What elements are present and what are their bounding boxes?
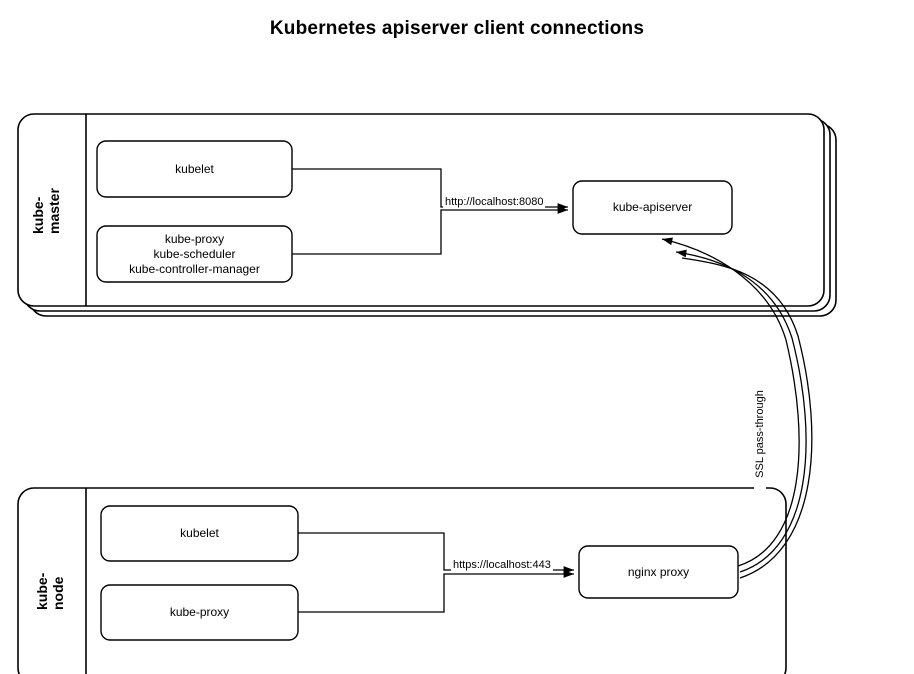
- group-label-kube-node: kube-node: [34, 572, 66, 610]
- node-box-kube-proxy-node: [101, 585, 298, 640]
- node-box-kube-apiserver: [573, 181, 732, 234]
- node-box-kubelet-node: [101, 506, 298, 561]
- node-label-kube-proxy-node: kube-proxy: [169, 605, 230, 619]
- edge-label-node-local-https: https://localhost:443: [453, 559, 551, 571]
- edge-label-master-local-http: http://localhost:8080: [445, 196, 544, 208]
- node-label-nginx-proxy: nginx proxy: [627, 564, 690, 579]
- node-box-kubelet-master: [97, 141, 292, 197]
- node-box-kube-proxy-scheduler-controller: [97, 226, 292, 282]
- node-label-kubelet-node: kubelet: [180, 526, 219, 540]
- label-line-kube-controller-manager: kube-controller-manager: [129, 261, 260, 276]
- edge-label-ssl-pass-through: SSL pass-through: [754, 374, 766, 494]
- group-label-kube-master: kube-master: [30, 188, 62, 234]
- label-line-kube-scheduler: kube-scheduler: [153, 246, 236, 261]
- page-title: Kubernetes apiserver client connections: [269, 18, 645, 39]
- node-box-nginx-proxy: [579, 546, 738, 598]
- node-label-kubelet-master: kubelet: [175, 161, 214, 176]
- node-label-kube-apiserver: kube-apiserver: [612, 200, 693, 214]
- label-line-kube-proxy: kube-proxy: [164, 231, 225, 246]
